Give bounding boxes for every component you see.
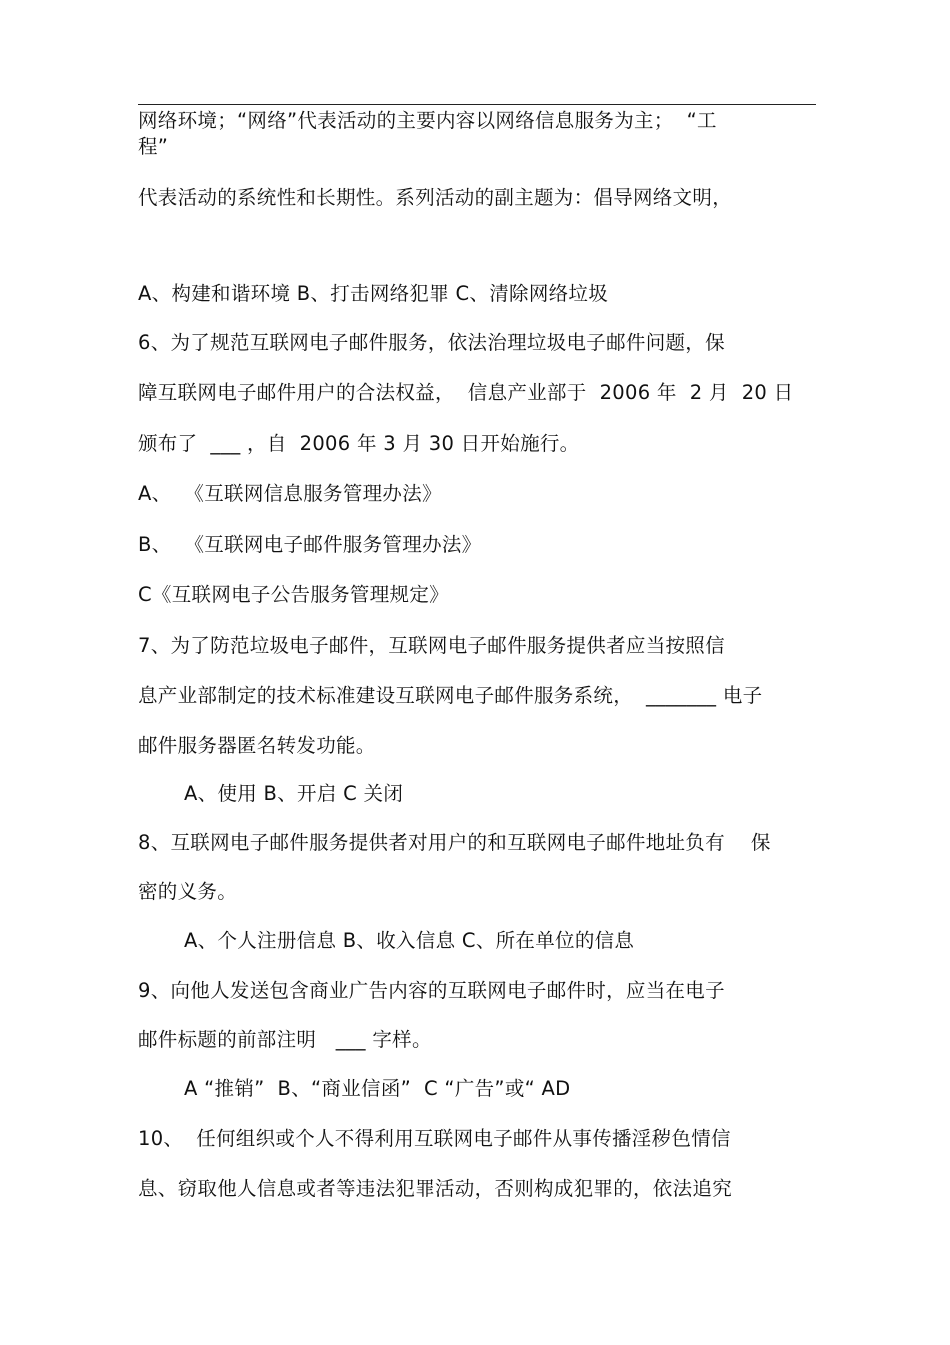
question-9-line-1: 9、向他人发送包含商业广告内容的互联网电子邮件时，应当在电子 [138, 979, 725, 1002]
question-6-line-2: 障互联网电子邮件用户的合法权益， 信息产业部于 2006 年 2 月 20 日 [138, 381, 794, 404]
question-6-option-b: B、 《互联网电子邮件服务管理办法》 [138, 533, 482, 556]
question-7-line-1: 7、为了防范垃圾电子邮件，互联网电子邮件服务提供者应当按照信 [138, 634, 725, 657]
question-7-line-2: 息产业部制定的技术标准建设互联网电子邮件服务系统， _______ 电子 [138, 684, 763, 707]
question-6-line-3: 颁布了 ___ ，自 2006 年 3 月 30 日开始施行。 [138, 432, 580, 455]
header-rule [138, 104, 816, 105]
question-8-options: A、个人注册信息 B、收入信息 C、所在单位的信息 [184, 929, 635, 952]
question-8-line-1: 8、互联网电子邮件服务提供者对用户的和互联网电子邮件地址负有 保 [138, 831, 771, 854]
text-line-3: 代表活动的系统性和长期性。系列活动的副主题为：倡导网络文明， [138, 186, 733, 209]
question-8-line-2: 密的义务。 [138, 880, 238, 903]
question-10-line-2: 息、窃取他人信息或者等违法犯罪活动，否则构成犯罪的，依法追究 [138, 1177, 733, 1200]
question-9-line-2: 邮件标题的前部注明 ___ 字样。 [138, 1028, 432, 1051]
question-10-line-1: 10、 任何组织或个人不得利用互联网电子邮件从事传播淫秽色情信 [138, 1127, 731, 1150]
option-line-a: A、构建和谐环境 B、打击网络犯罪 C、清除网络垃圾 [138, 282, 609, 305]
question-6-line-1: 6、为了规范互联网电子邮件服务，依法治理垃圾电子邮件问题，保 [138, 331, 725, 354]
question-7-options: A、使用 B、开启 C 关闭 [184, 782, 404, 805]
question-9-options: A “推销” B、“商业信函” C “广告”或“ AD [184, 1077, 571, 1100]
text-line-2: 程” [138, 135, 169, 158]
text-line-1: 网络环境；“网络”代表活动的主要内容以网络信息服务为主； “工 [138, 109, 717, 132]
question-6-option-a: A、 《互联网信息服务管理办法》 [138, 482, 442, 505]
question-6-option-c: C《互联网电子公告服务管理规定》 [138, 583, 449, 606]
question-7-line-3: 邮件服务器匿名转发功能。 [138, 734, 376, 757]
